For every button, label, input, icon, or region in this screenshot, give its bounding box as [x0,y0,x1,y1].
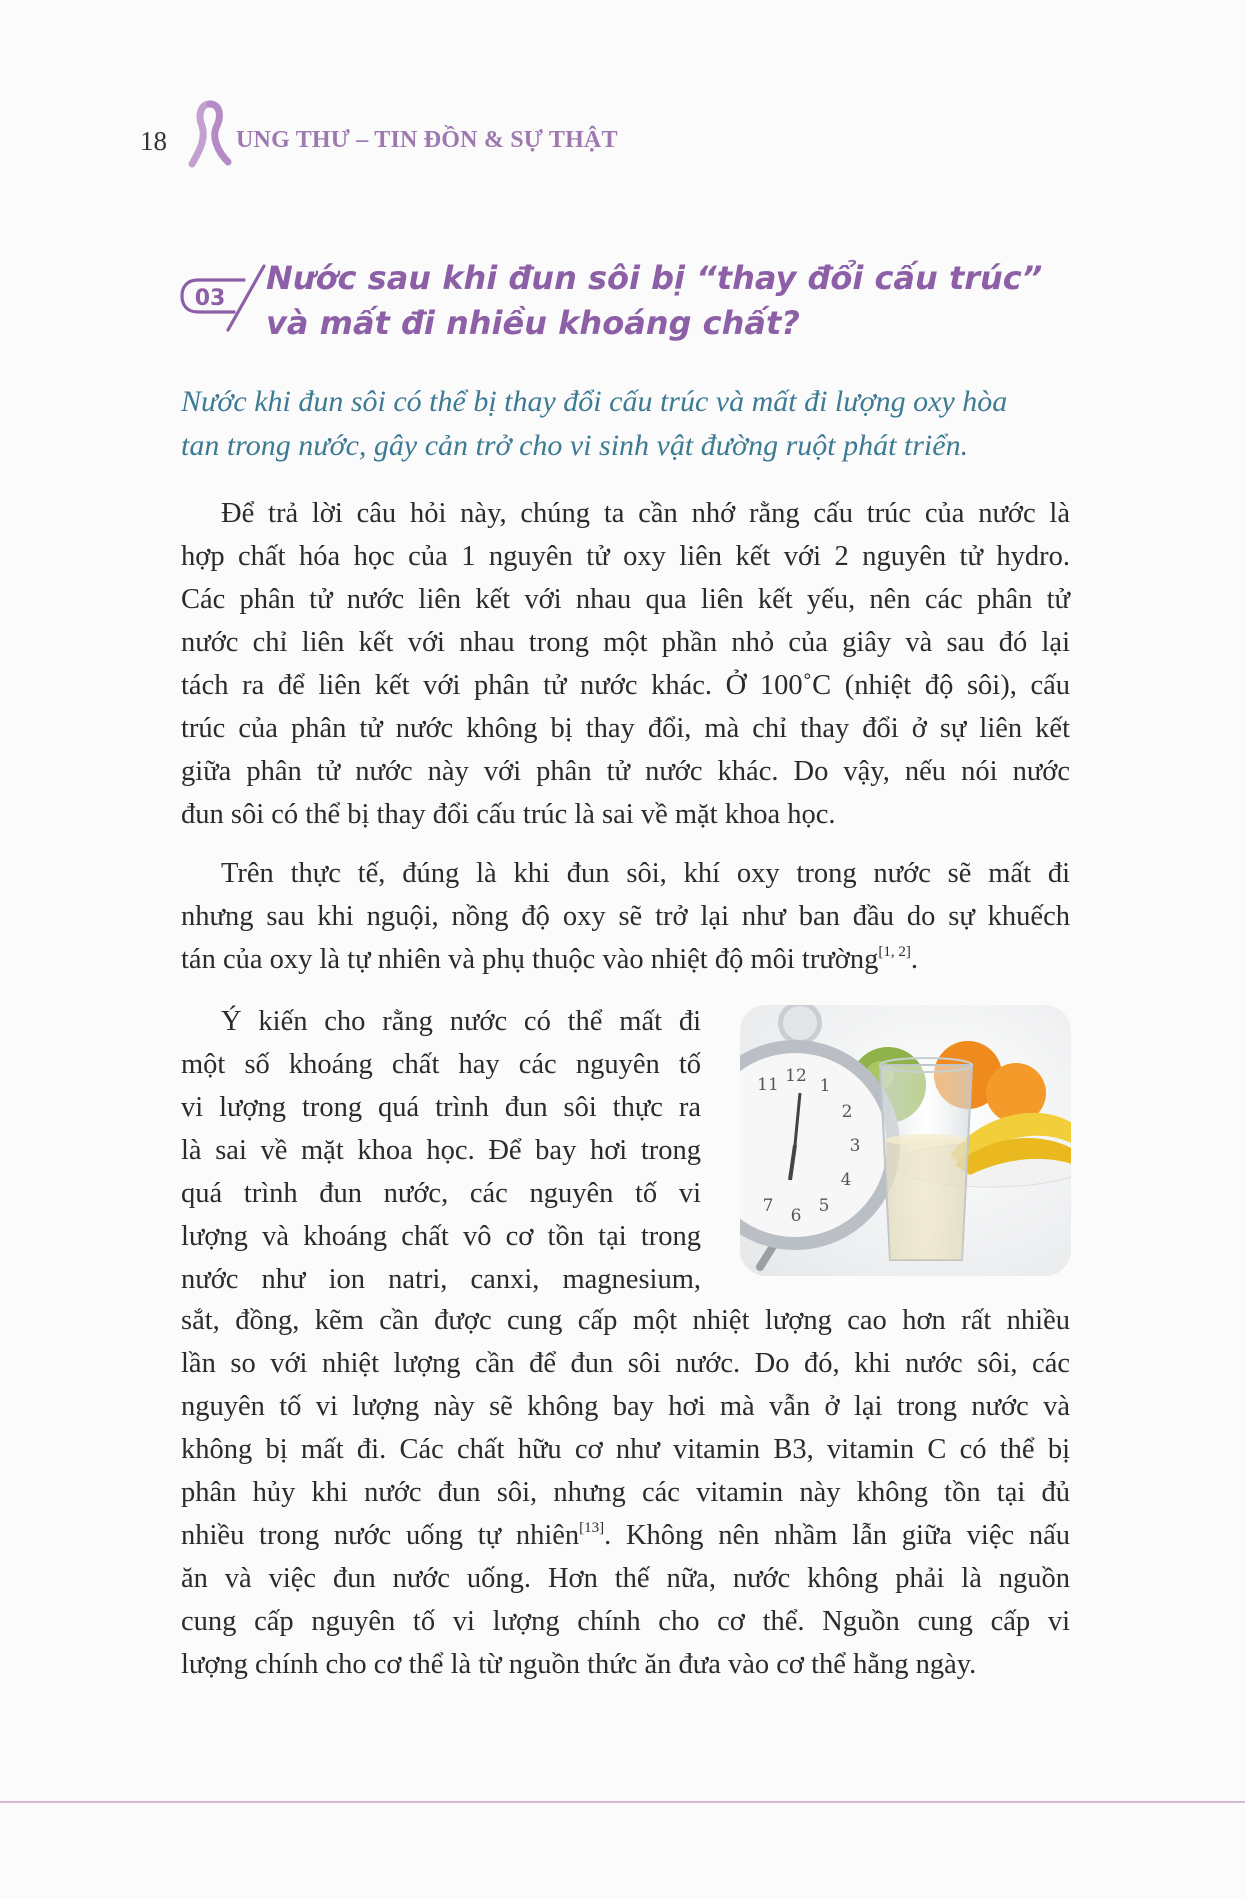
awareness-ribbon-icon [180,100,236,170]
text-line: nước như ion natri, canxi, magnesium, [181,1264,701,1295]
myth-line: Nước khi đun sôi có thể bị thay đổi cấu trúc và mất đi lượng oxy hòa [181,385,1008,418]
text-line: sắt, đồng, kẽm cần được cung cấp một nhiệt lượng cao hơn rất nhiều [181,1305,1070,1336]
text-segment: nhiều trong nước uống tự nhiên [181,1520,580,1551]
footer-rule [0,1801,1245,1803]
text-line [181,1514,1070,1557]
clock-number: 3 [849,1136,861,1156]
page-number: 18 [140,126,167,156]
text-line: lượng và khoáng chất vô cơ tồn tại trong [181,1221,701,1252]
citation-ref: [13] [579,1519,605,1536]
illustration-photo [740,1005,1071,1276]
running-title: UNG THƯ – TIN ĐỒN & SỰ THẬT [236,127,618,153]
clock-number: 6 [790,1206,802,1226]
paragraph-3-wrapped [181,1000,701,1301]
clock-number: 11 [757,1075,779,1095]
text-line: Các phân tử nước liên kết với nhau qua liên kết yếu, nên các phân tử [181,584,1070,615]
text-line: giữa phân tử nước này với phân tử nước khác. Do vậy, nếu nói nước [181,756,1070,787]
question-title [266,256,1086,346]
text-line: lần so với nhiệt lượng cần để đun sôi nước. Do đó, khi nước sôi, các [181,1348,1070,1379]
clock-number: 4 [840,1170,852,1190]
running-header [140,100,840,170]
text-segment: tán của oxy là tự nhiên và phụ thuộc vào nhiệt độ môi trường [181,944,879,975]
text-segment: . [910,944,918,975]
text-line: quá trình đun nước, các nguyên tố vi [181,1178,701,1209]
paragraph-3-continued [181,1299,1070,1686]
question-number: 03 [194,286,226,311]
text-line: là sai về mặt khoa học. Để bay hơi trong [181,1135,701,1166]
paragraph-2 [181,852,1070,981]
text-line: hợp chất hóa học của 1 nguyên tử oxy liên kết với 2 nguyên tử hydro. [181,541,1070,572]
text-line: một số khoáng chất hay các nguyên tố [181,1049,701,1080]
text-line: nhưng sau khi nguội, nồng độ oxy sẽ trở lại như ban đầu do sự khuếch [181,901,1070,932]
myth-statement [181,380,1071,468]
text-line: đun sôi có thể bị thay đổi cấu trúc là sai về mặt khoa học. [181,799,836,830]
text-line [181,938,1070,981]
text-line: lượng chính cho cơ thể là từ nguồn thức ăn đưa vào cơ thể hằng ngày. [181,1649,977,1680]
text-line: Để trả lời câu hỏi này, chúng ta cần nhớ rằng cấu trúc của nước là [221,498,1070,529]
text-line: nước chỉ liên kết với nhau trong một phần nhỏ của giây và sau đó lại [181,627,1070,658]
paragraph-1 [181,492,1070,836]
clock-number: 2 [841,1102,853,1122]
text-line: vi lượng trong quá trình đun sôi thực ra [181,1092,701,1123]
text-line: không bị mất đi. Các chất hữu cơ như vitamin B3, vitamin C có thể bị [181,1434,1070,1465]
clock-number: 12 [785,1066,807,1086]
text-line: Ý kiến cho rằng nước có thể mất đi [221,1006,701,1037]
clock-number: 7 [762,1196,774,1216]
myth-line: tan trong nước, gây cản trở cho vi sinh vật đường ruột phát triển. [181,429,969,462]
text-line: Trên thực tế, đúng là khi đun sôi, khí oxy trong nước sẽ mất đi [221,858,1070,889]
text-segment: . Không nên nhầm lẫn giữa việc nấu [604,1520,1071,1551]
text-line: cung cấp nguyên tố vi lượng chính cho cơ thể. Nguồn cung cấp vi [181,1606,1070,1637]
question-number-badge [178,262,270,334]
alarm-clock-glass-water-fruit-icon [740,1005,1071,1276]
text-line: tách ra để liên kết với phân tử nước khác. Ở 100˚C (nhiệt độ sôi), cấu [181,670,1070,701]
text-line: phân hủy khi nước đun sôi, nhưng các vitamin này không tồn tại đủ [181,1477,1070,1508]
clock-number: 1 [819,1076,831,1096]
clock-number: 5 [818,1196,830,1216]
text-line: trúc của phân tử nước không bị thay đổi, mà chỉ thay đổi ở sự liên kết [181,713,1070,744]
citation-ref: [1, 2] [878,943,911,960]
question-title-line: Nước sau khi đun sôi bị “thay đổi cấu trúc” [266,259,1043,297]
question-title-line: và mất đi nhiều khoáng chất? [266,304,800,342]
text-line: ăn và việc đun nước uống. Hơn thế nữa, nước không phải là nguồn [181,1563,1070,1594]
text-line: nguyên tố vi lượng này sẽ không bay hơi mà vẫn ở lại trong nước và [181,1391,1070,1422]
